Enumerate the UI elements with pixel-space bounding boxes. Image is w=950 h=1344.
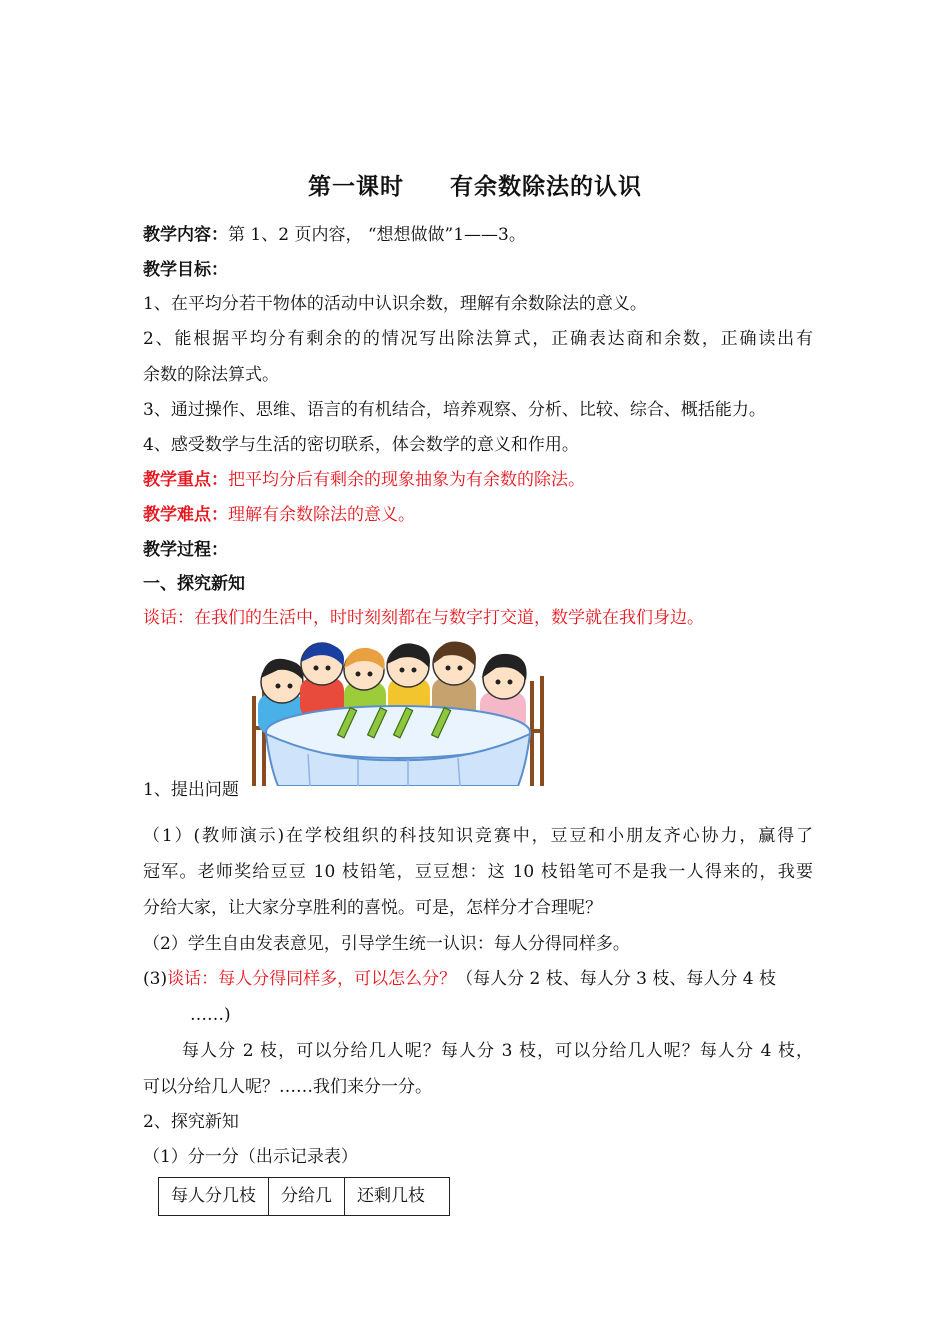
paragraph-line: 每人分 2 枝，可以分给几人呢？每人分 3 枝，可以分给几人呢？每人分 4 枝， <box>182 1041 813 1061</box>
step-heading: 1、提出问题 <box>143 780 239 800</box>
answer-examples: （每人分 2 枝、每人分 3 枝、每人分 4 枝 <box>456 969 776 989</box>
page-title <box>0 168 950 201</box>
goal-item: 余数的除法算式。 <box>143 365 279 385</box>
title-part1: 第一课时 <box>308 174 404 200</box>
difficulty-text: 理解有余数除法的意义。 <box>228 505 415 525</box>
table-header-row <box>159 1178 450 1216</box>
step-heading: 2、探究新知 <box>143 1112 239 1132</box>
goal-item: 2、能根据平均分有剩余的的情况写出除法算式，正确表达商和余数，正确读出有 <box>143 329 813 349</box>
table-header-cell: 每人分几枝 <box>159 1178 269 1216</box>
children-at-table-illustration <box>248 636 548 786</box>
key-point-text: 把平均分后有剩余的现象抽象为有余数的除法。 <box>228 470 585 490</box>
sub-heading: （1）分一分（出示记录表） <box>143 1147 358 1167</box>
child-2 <box>300 643 344 718</box>
process-label: 教学过程： <box>143 540 228 560</box>
key-point-label: 教学重点： <box>143 470 228 490</box>
goal-item: 4、感受数学与生活的密切联系，体会数学的意义和作用。 <box>143 435 579 455</box>
key-point <box>143 468 813 492</box>
table-header-cell: 还剩几枝 <box>345 1178 450 1216</box>
teaching-goals-label: 教学目标： <box>143 260 228 280</box>
talk-line: 谈话：在我们的生活中，时时刻刻都在与数字打交道，数学就在我们身边。 <box>143 608 704 628</box>
table-header-cell: 分给几 <box>269 1178 345 1216</box>
teaching-content-text: 第 1、2 页内容， “想想做做”1——3。 <box>228 225 526 245</box>
goal-item: 1、在平均分若干物体的活动中认识余数，理解有余数除法的意义。 <box>143 294 647 314</box>
section-heading: 一、探究新知 <box>143 574 245 594</box>
teaching-content-label: 教学内容： <box>143 225 228 245</box>
record-table <box>158 1177 450 1216</box>
paragraph-line: 分给大家，让大家分享胜利的喜悦。可是，怎样分才合理呢？ <box>143 898 602 918</box>
difficulty-label: 教学难点： <box>143 505 228 525</box>
difficulty <box>143 503 813 527</box>
paragraph-line: 冠军。老师奖给豆豆 10 枝铅笔，豆豆想：这 10 枝铅笔可不是我一人得来的，我要 <box>143 862 813 882</box>
paragraph-line: ……) <box>190 1005 231 1025</box>
paragraph-line: （1）(教师演示)在学校组织的科技知识竞赛中，豆豆和小朋友齐心协力，赢得了 <box>143 826 813 846</box>
teaching-content <box>143 223 813 247</box>
paragraph-line <box>143 967 813 991</box>
paragraph-line: （2）学生自由发表意见，引导学生统一认识：每人分得同样多。 <box>143 934 630 954</box>
item-number: (3) <box>143 969 168 989</box>
title-part2: 有余数除法的认识 <box>450 174 642 200</box>
paragraph-line: 可以分给几人呢？……我们来分一分。 <box>143 1077 432 1097</box>
goal-item: 3、通过操作、思维、语言的有机结合，培养观察、分析、比较、综合、概括能力。 <box>143 400 766 420</box>
talk-question: 谈话：每人分得同样多，可以怎么分？ <box>167 969 457 989</box>
